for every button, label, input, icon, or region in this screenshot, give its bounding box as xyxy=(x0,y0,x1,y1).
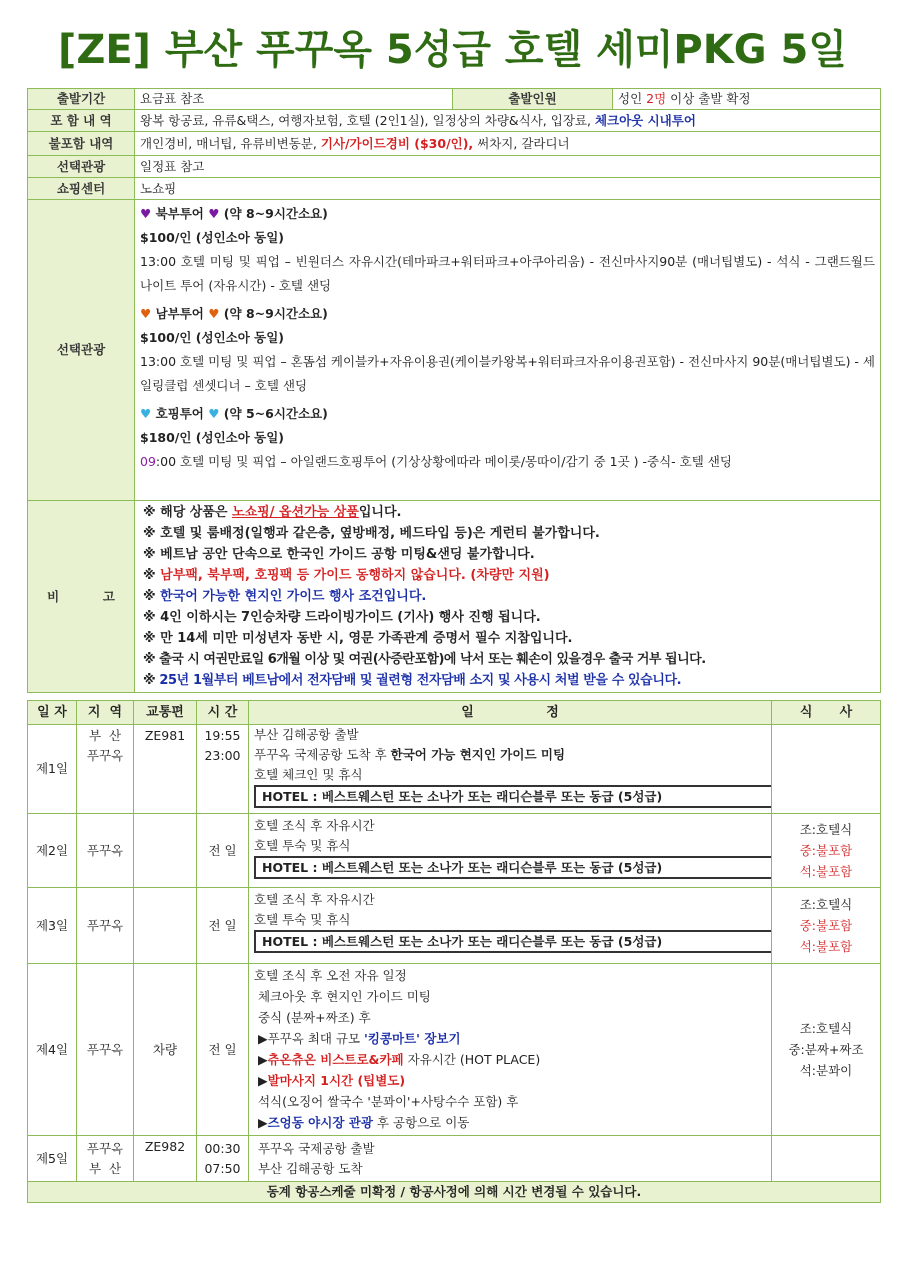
day5-label: 제5일 xyxy=(28,1136,77,1182)
info-table xyxy=(27,88,881,693)
day2-transport xyxy=(134,814,197,888)
day2-label: 제2일 xyxy=(28,814,77,888)
day2-line-2: 호텔 투숙 및 휴식 xyxy=(254,838,351,853)
day1-label: 제1일 xyxy=(28,725,77,814)
include-label: 포 함 내 역 xyxy=(28,110,135,132)
day4-line-1: 호텔 조식 후 오전 자유 일정 xyxy=(254,968,407,983)
day4-line-4: ▶푸꾸옥 최대 규모 '킹콩마트' 장보기 xyxy=(254,1031,461,1046)
day3-line-2: 호텔 투숙 및 휴식 xyxy=(254,912,351,927)
note-4: ※ 남부팩, 북부팩, 호핑팩 등 가이드 동행하지 않습니다. (차량만 지원) xyxy=(143,568,550,583)
optional-label: 선택관광 xyxy=(28,156,135,178)
shopping-value: 노쇼핑 xyxy=(135,178,881,200)
day3-time: 전 일 xyxy=(197,888,249,964)
note-3: ※ 베트남 공안 단속으로 한국인 가이드 공항 미팅&샌딩 불가합니다. xyxy=(143,547,535,562)
day2-line-1: 호텔 조식 후 자유시간 xyxy=(254,818,375,833)
notes-label: 비 고 xyxy=(28,501,135,693)
tours-content xyxy=(135,200,881,501)
day4-time: 전 일 xyxy=(197,964,249,1136)
day3-transport xyxy=(134,888,197,964)
exclude-value: 개인경비, 매너팁, 유류비변동분, 기사/가이드경비 ($30/인), 써차지, 갈라디너 xyxy=(135,132,881,156)
day3-label: 제3일 xyxy=(28,888,77,964)
day3-itinerary xyxy=(249,888,772,964)
heart-icon: ♥ xyxy=(140,406,152,421)
schedule-footer-note: 동계 항공스케줄 미확정 / 항공사정에 의해 시간 변경될 수 있습니다. xyxy=(28,1182,881,1203)
hopping-tour-title: ♥ 호핑투어 ♥ (약 5~6시간소요) xyxy=(140,406,328,421)
heart-icon: ♥ xyxy=(208,306,220,321)
day4-region: 푸꾸옥 xyxy=(77,964,134,1136)
day4-line-5: ▶츄온츄온 비스트로&카페 자유시간 (HOT PLACE) xyxy=(254,1052,541,1067)
hopping-tour-price: $180/인 (성인소아 동일) xyxy=(140,430,285,445)
day4-meal: 조:호텔식 중:분짜+짜조 석:분꽈이 xyxy=(772,964,881,1136)
heart-icon: ♥ xyxy=(208,206,220,221)
heart-icon: ♥ xyxy=(208,406,220,421)
north-tour-title: ♥ 북부투어 ♥ (약 8~9시간소요) xyxy=(140,206,328,221)
hopping-tour-desc: 09:00 호텔 미팅 및 픽업 – 아일랜드호핑투어 (기상상황에따라 메이롯/몽따이/감기 중 1곳 ) -중식- 호텔 샌딩 xyxy=(140,454,732,469)
north-tour-desc: 13:00 호텔 미팅 및 픽업 – 빈원더스 자유시간(테마파크+워터파크+아쿠아리움) - 전신마사지90분 (매너팁별도) - 석식 - 그랜드월드 나이트 투어 (자유시간) - 호텔 샌딩 xyxy=(140,254,875,293)
exclude-label: 불포함 내역 xyxy=(28,132,135,156)
optional-value: 일정표 참고 xyxy=(135,156,881,178)
note-2: ※ 호텔 및 룸배정(일행과 같은층, 옆방배정, 베드타입 등)은 게런티 불가합니다. xyxy=(143,526,600,541)
day1-region: 부 산 푸꾸옥 xyxy=(77,725,134,814)
north-tour-price: $100/인 (성인소아 동일) xyxy=(140,230,285,245)
note-5: ※ 한국어 가능한 현지인 가이드 행사 조건입니다. xyxy=(143,589,427,604)
heart-icon: ♥ xyxy=(140,206,152,221)
day3-meal: 조:호텔식 중:불포함 석:불포함 xyxy=(772,888,881,964)
period-value: 요금표 참조 xyxy=(135,89,453,110)
day4-transport: 차량 xyxy=(134,964,197,1136)
note-9: ※ 25년 1월부터 베트남에서 전자담배 및 궐련형 전자담배 소지 및 사용시 처벌 받을 수 있습니다. xyxy=(143,673,682,688)
col-header-region: 지 역 xyxy=(77,701,134,725)
day4-itinerary xyxy=(249,964,772,1136)
day5-line-2: 부산 김해공항 도착 xyxy=(254,1160,363,1176)
tours-label: 선택관광 xyxy=(28,200,135,501)
day4-line-8: ▶즈엉동 야시장 관광 후 공항으로 이동 xyxy=(254,1115,470,1130)
day1-hotel-box: HOTEL : 베스트웨스턴 또는 소나가 또는 래디슨블루 또는 동급 (5성급) xyxy=(254,785,772,808)
people-value: 성인 2명 이상 출발 확정 xyxy=(613,89,881,110)
include-value: 왕복 항공료, 유류&택스, 여행자보험, 호텔 (2인1실), 일정상의 차량&식사, 입장료, 체크아웃 시내투어 xyxy=(135,110,881,132)
day1-meal xyxy=(772,725,881,814)
col-header-day: 일 자 xyxy=(28,701,77,725)
note-1: ※ 해당 상품은 노쇼핑/ 옵션가능 상품입니다. xyxy=(143,505,402,520)
day2-region: 푸꾸옥 xyxy=(77,814,134,888)
day1-line-2: 푸꾸옥 국제공항 도착 후 한국어 가능 현지인 가이드 미팅 xyxy=(254,747,566,762)
period-label: 출발기간 xyxy=(28,89,135,110)
col-header-time: 시 간 xyxy=(197,701,249,725)
day3-hotel-box: HOTEL : 베스트웨스턴 또는 소나가 또는 래디슨블루 또는 동급 (5성급) xyxy=(254,930,772,953)
day2-itinerary xyxy=(249,814,772,888)
day4-label: 제4일 xyxy=(28,964,77,1136)
day3-region: 푸꾸옥 xyxy=(77,888,134,964)
note-7: ※ 만 14세 미만 미성년자 동반 시, 영문 가족관계 증명서 필수 지참입니다. xyxy=(143,631,573,646)
day1-line-1: 부산 김해공항 출발 xyxy=(254,727,359,742)
people-label: 출발인원 xyxy=(453,89,613,110)
day3-line-1: 호텔 조식 후 자유시간 xyxy=(254,892,375,907)
day5-itinerary xyxy=(249,1136,772,1182)
note-8: ※ 출국 시 여권만료일 6개월 이상 및 여권(사증란포함)에 낙서 또는 훼손이 있을경우 출국 거부 됩니다. xyxy=(143,652,706,667)
day4-line-2: 체크아웃 후 현지인 가이드 미팅 xyxy=(254,989,431,1004)
day1-itinerary xyxy=(249,725,772,814)
page-title: [ZE] 부산 푸꾸옥 5성급 호텔 세미PKG 5일 xyxy=(58,27,847,73)
south-tour-title: ♥ 남부투어 ♥ (약 8~9시간소요) xyxy=(140,306,328,321)
south-tour-desc: 13:00 호텔 미팅 및 픽업 – 혼똠섬 케이블카+자유이용권(케이블카왕복+워터파크자유이용권포함) - 전신마사지 90분(매너팁별도) - 세일링클럽 센셋디너 – 호텔 샌딩 xyxy=(140,354,875,393)
day4-line-3: 중식 (분짜+짜조) 후 xyxy=(254,1010,371,1025)
col-header-transport: 교통편 xyxy=(134,701,197,725)
schedule-table xyxy=(27,700,881,1203)
day5-transport: ZE982 xyxy=(134,1136,197,1182)
col-header-meal: 식 사 xyxy=(772,701,881,725)
day5-region: 푸꾸옥 부 산 xyxy=(77,1136,134,1182)
day1-line-3: 호텔 체크인 및 휴식 xyxy=(254,767,363,782)
col-header-itinerary: 일 정 xyxy=(249,701,772,725)
note-6: ※ 4인 이하시는 7인승차량 드라이빙가이드 (기사) 행사 진행 됩니다. xyxy=(143,610,541,625)
day4-line-6: ▶발마사지 1시간 (팁별도) xyxy=(254,1073,406,1088)
south-tour-price: $100/인 (성인소아 동일) xyxy=(140,330,285,345)
day2-meal: 조:호텔식 중:불포함 석:불포함 xyxy=(772,814,881,888)
notes-content xyxy=(135,501,881,693)
day4-line-7: 석식(오징어 쌀국수 '분꽈이'+사탕수수 포함) 후 xyxy=(254,1094,519,1109)
shopping-label: 쇼핑센터 xyxy=(28,178,135,200)
day1-transport: ZE981 xyxy=(134,725,197,814)
day1-time: 19:55 23:00 xyxy=(197,725,249,814)
day5-meal xyxy=(772,1136,881,1182)
day5-time: 00:30 07:50 xyxy=(197,1136,249,1182)
heart-icon: ♥ xyxy=(140,306,152,321)
day2-time: 전 일 xyxy=(197,814,249,888)
day2-hotel-box: HOTEL : 베스트웨스턴 또는 소나가 또는 래디슨블루 또는 동급 (5성급) xyxy=(254,856,772,879)
day5-line-1: 푸꾸옥 국제공항 출발 xyxy=(254,1140,375,1156)
